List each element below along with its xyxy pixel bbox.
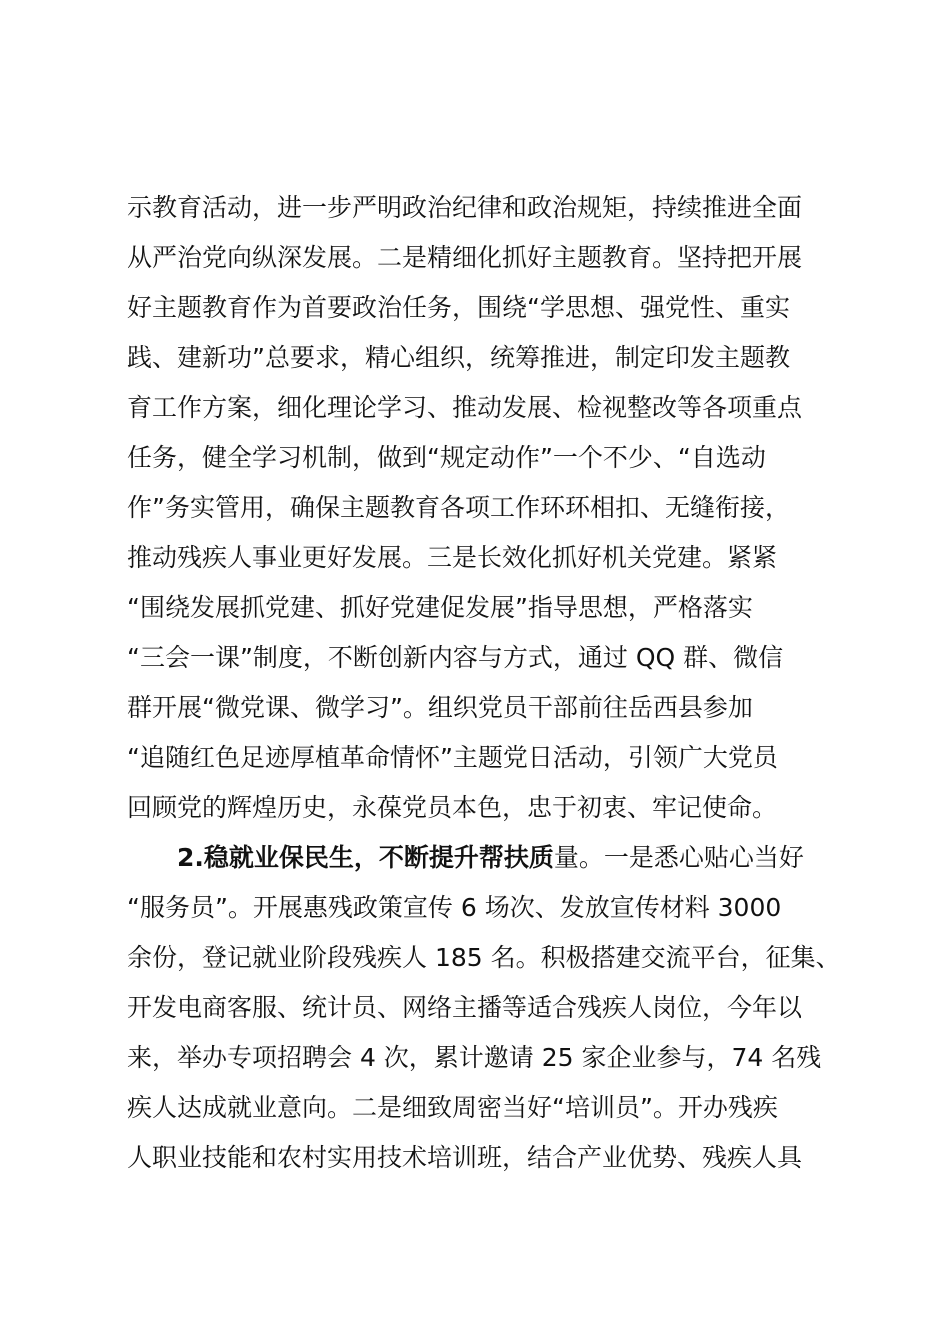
body-text [127, 183, 842, 1183]
text-line: 疾人达成就业意向。二是细致周密当好“培训员”。开办残疾 [127, 1093, 778, 1122]
text-line: 育工作方案，细化理论学习、推动发展、检视整改等各项重点 [127, 393, 803, 422]
text-line: “追随红色足迹厚植革命情怀”主题党日活动，引领广大党员 [127, 743, 778, 772]
text-line: 好主题教育作为首要政治任务，围绕“学思想、强党性、重实 [127, 293, 790, 322]
text-line: 任务，健全学习机制，做到“规定动作”一个不少、“自选动 [127, 443, 766, 472]
text-line: “围绕发展抓党建、抓好党建促发展”指导思想，严格落实 [127, 593, 753, 622]
text-line: 人职业技能和农村实用技术培训班，结合产业优势、残疾人具 [127, 1143, 803, 1172]
section-heading-line [127, 833, 842, 883]
text-line: 余份，登记就业阶段残疾人 185 名。积极搭建交流平台，征集、 [127, 943, 841, 972]
text-line: 践、建新功”总要求，精心组织，统筹推进，制定印发主题教 [127, 343, 790, 372]
text-line: 群开展“微党课、微学习”。组织党员干部前往岳西县参加 [127, 693, 753, 722]
text-line: 推动残疾人事业更好发展。三是长效化抓好机关党建。紧紧 [127, 543, 778, 572]
text-line: 从严治党向纵深发展。二是精细化抓好主题教育。坚持把开展 [127, 243, 803, 272]
text-line: “三会一课”制度，不断创新内容与方式，通过 QQ 群、微信 [127, 643, 784, 672]
section-heading: 2.稳就业保民生，不断提升帮扶质 [177, 843, 554, 872]
text-line: 示教育活动，进一步严明政治纪律和政治规矩，持续推进全面 [127, 193, 803, 222]
section-heading-tail: 量。一是悉心贴心当好 [553, 843, 804, 872]
text-line: “服务员”。开展惠残政策宣传 6 场次、发放宣传材料 3000 [127, 893, 782, 922]
text-line: 回顾党的辉煌历史，永葆党员本色，忠于初衷、牢记使命。 [127, 793, 778, 822]
text-line: 来，举办专项招聘会 4 次，累计邀请 25 家企业参与，74 名残 [127, 1043, 822, 1072]
text-line: 开发电商客服、统计员、网络主播等适合残疾人岗位，今年以 [127, 993, 803, 1022]
text-line: 作”务实管用，确保主题教育各项工作环环相扣、无缝衔接， [127, 493, 790, 522]
